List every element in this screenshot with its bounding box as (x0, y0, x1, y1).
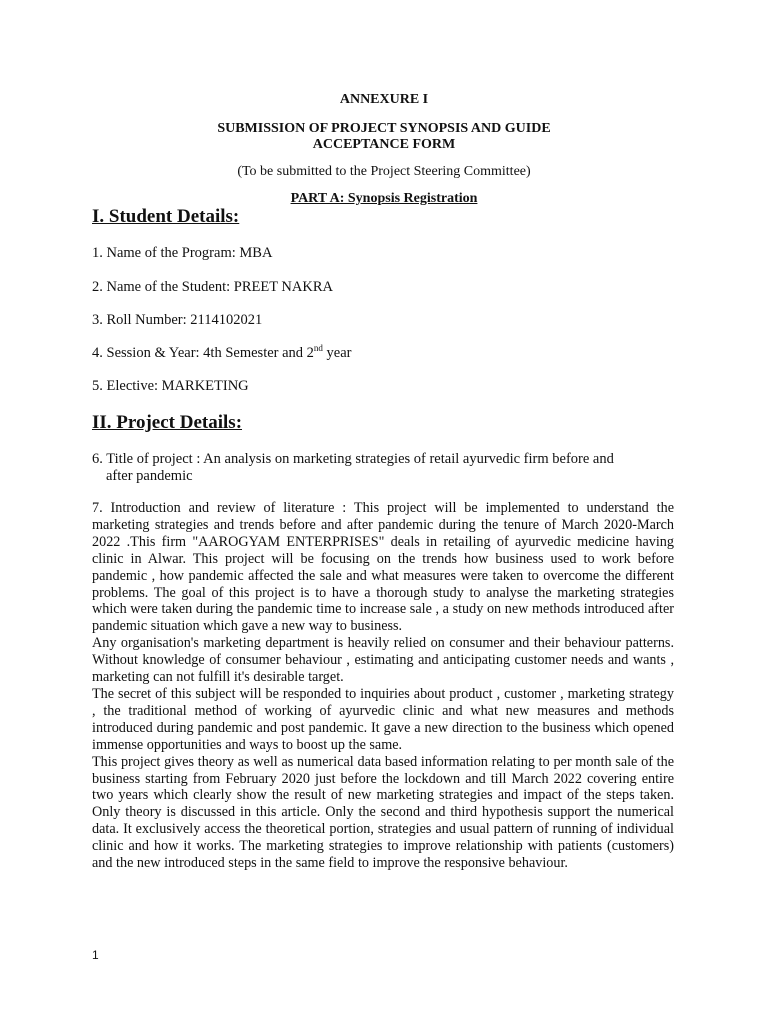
paragraph: The secret of this subject will be responded to inquiries about product , customer , marketing strategy , the traditional method of working of ayurvedic clinic and what new measures and methods introduced during pandemic and post pandemic. It gave a new direction to the business which opened immense opportunities and ways to boost up the same. (92, 685, 674, 753)
session-year-field (92, 345, 352, 362)
form-title-line1: SUBMISSION OF PROJECT SYNOPSIS AND GUIDE (217, 121, 551, 136)
paragraph: 7. Introduction and review of literature : This project will be implemented to understand the marketing strategies and trends before and after pandemic during the tenure of March 2020-March 2022 .This firm "AAROGYAM ENTERPRISES" deals in retailing of ayurvedic medicine having clinic in Alwar. This project will be focusing on the trends how business used to work before pandemic , how pandemic affected the sale and what measures were taken to overcome the different problems. The goal of this project is to have a thorough study to analyse the marketing strategies which were taken during the pandemic time to increase sale , a study on new methods introduced after pandemic situation which gave a new way to business. (92, 500, 674, 635)
student-name-field: 2. Name of the Student: PREET NAKRA (92, 279, 333, 295)
student-details-heading: I. Student Details: (92, 206, 240, 227)
project-details-heading: II. Project Details: (92, 412, 243, 433)
part-a-heading: PART A: Synopsis Registration (290, 191, 478, 206)
form-title-line2: ACCEPTANCE FORM (312, 137, 456, 152)
session-suffix: year (322, 345, 352, 361)
program-field: 1. Name of the Program: MBA (92, 245, 273, 261)
roll-number-field: 3. Roll Number: 2114102021 (92, 312, 263, 328)
session-text: 4. Session & Year: 4th Semester and 2 (92, 345, 314, 361)
project-title-line1: 6. Title of project : An analysis on marketing strategies of retail ayurvedic firm before and (92, 451, 614, 467)
introduction-section (92, 500, 674, 872)
paragraph: Any organisation's marketing department is heavily relied on consumer and their behaviour patterns. Without knowledge of consumer behaviour , estimating and anticipating customer needs and wants , marketing can not fulfill it's desirable target. (92, 635, 674, 686)
project-title (92, 451, 682, 484)
page-number: 1 (92, 948, 99, 962)
submission-note: (To be submitted to the Project Steering Committee) (237, 164, 531, 179)
paragraph: This project gives theory as well as numerical data based information relating to per month sale of the business starting from February 2020 just before the lockdown and till March 2022 covering entire two years which clearly show the result of new marketing strategies and impact of the steps taken. Only theory is discussed in this article. Only the second and third hypothesis support the numerical data. It exclusively access the theoretical portion, strategies and usual pattern of running of individual clinic and how it works. The marketing strategies to improve relationship with patients (customers) and the new introduced steps in the same field to improve the responsive behaviour. (92, 753, 674, 872)
elective-field: 5. Elective: MARKETING (92, 378, 249, 394)
project-title-line2: after pandemic (106, 467, 193, 484)
annexure-title: ANNEXURE I (339, 92, 429, 107)
session-superscript: nd (313, 343, 323, 354)
